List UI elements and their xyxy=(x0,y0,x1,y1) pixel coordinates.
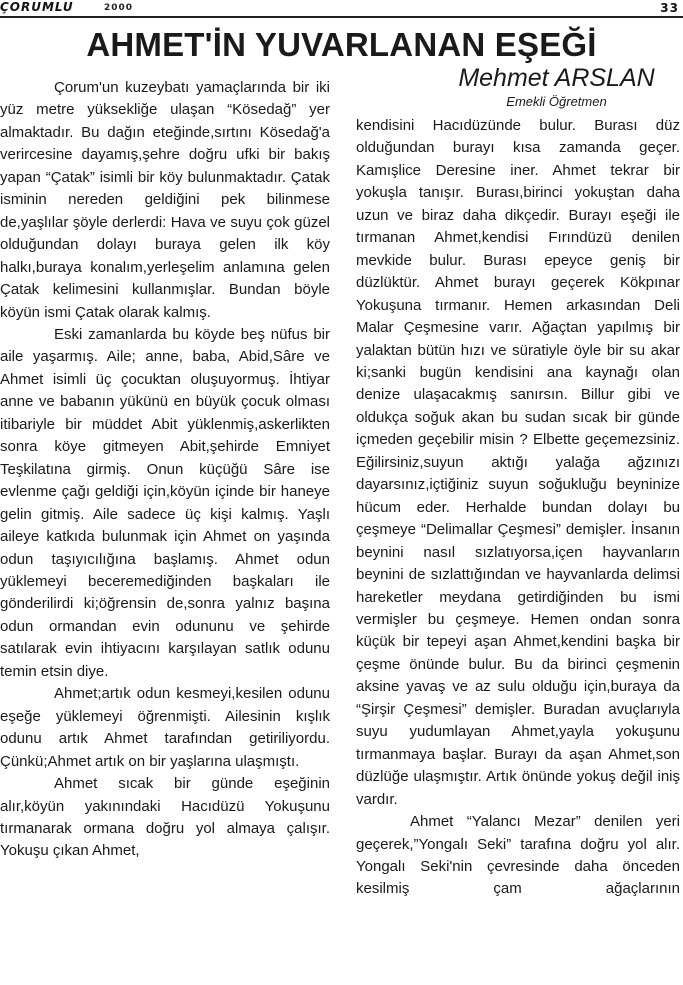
paragraph: Eski zamanlarda bu köyde beş nüfus bir aile yaşarmış. Aile; anne, baba, Abid,Sâre ve Ahmet isimli üç çocuktan oluşuyormuş. İhtiyar anne ve babanın yükünü en büyük çocuk olması itibariyle bir müddet Abit yüklenmiş,askerlikten sonra köye gitmeyen Abit,şehirde Emniyet Teşkilatına girmiş. Onun küçüğü Sâre ise evlenme çağı geldiği için,köyün içinde bir haneye gelin gitmiş. Aile sadece üç kişi kalmış. Yaşlı aileye katkıda bulunmak için Ahmet on yaşında odun taşıyıcılığına başlamış. Ahmet odun yüklemeyi beceremediğinden başkaları ile gönderilirdi ki;öğrensin de,sonra yalnız başına odun ormandan evin odununu ve şehirde satılarak evin ihtiyacını karşılayan satlık odunu temin etsin diye. xyxy=(0,325,330,680)
paragraph: Ahmet sıcak bir günde eşeğinin alır,köyün yakınındaki Hacıdüzü Yokuşunu tırmanarak ormana doğru yol almaya çalışır. Yokuşu çıkan Ahmet, xyxy=(0,775,330,860)
paragraph: Ahmet;artık odun kesmeyi,kesilen odunu eşeğe yüklemeyi öğrenmişti. Ailesinin kışlık odunu artık Ahmet tarafından getiriliyordu. Çünkü;Ahmet artık on bir yaşlarına ulaşmıştı. xyxy=(0,685,330,770)
issue-year: 2000 xyxy=(104,3,134,13)
article-title: AHMET'İN YUVARLANAN EŞEĞİ xyxy=(86,26,597,63)
paragraph: kendisini Hacıdüzünde bulur. Burası düz olduğundan burayı kısa zamanda geçer. Kamışlice Deresine iner. Ahmet tekrar bir yokuşla tanışır. Burası,birinci yokuştan daha uzun ve biraz daha dikçedir. Burayı eşeği ile tırmanan Ahmet,kendisi Fırındüzü denilen mevkide bulur. Burası epeyce geniş bir düzlüktür. Ahmet burayı geçerek Kökpınar Yokuşuna tırmanır. Hemen arkasından Deli Malar Çeşmesine varır. Ağaçtan yapılmış bir yalaktan bütün hızı ve süratiyle öyle bir su akar ki;sanki bugün kendisini ana kaynağı olan denize ulaşacakmış sanırsın. Billur gibi ve oldukça soğuk akan bu sudan sıcak bir günde içmeden geçebilir misin ? Elbette geçemezsiniz. Eğilirsiniz,suyun aktığı yalağa ağzınızı dayarsınız,içtiğiniz suyun soğukluğu beyninize hücum eder. Herhalde bundan dolayı bu çeşmeye “Delimallar Çeşmesi” demişler. İnsanın beynini nasıl sızlatıyorsa,içen hayvanların beynini de sızlattığından ve hayvanlarda delimsi hareketler meydana getirdiğinden bu ismi vermişler bu çeşmeye. Hemen ondan sonra küçük bir tepeyi aşan Ahmet,kendini başka bir çeşme önünde bulur. Bu da birinci çeşmenin aksine yavaş ve az sulu olduğu için,buraya da “Şirşir Çeşmesi” demişler. Buradan avuçlarıyla suyu yudumlayan Ahmet,yayla yokuşunu tırmanmaya başlar. Burayı da aşan Ahmet,son düzlüğe ulaşmıştır. Artık önünde yokuş değil iniş vardır. xyxy=(356,117,680,808)
magazine-logo: ÇORUMLU xyxy=(0,0,74,14)
page-header xyxy=(0,0,683,20)
author-role: Emekli Öğretmen xyxy=(506,94,607,109)
paragraph: Çorum'un kuzeybatı yamaçlarında bir iki yüz metre yüksekliğe ulaşan “Kösedağ” yer almaktadır. Bu dağın eteğinde,sırtını Kösedağ'a verircesine dayamış,şehre doğru ufki bir bakış yapan “Çatak” isimli bir köy bulunmaktadır. Çatak isminin nereden geldiğini pek bilinmese de,yaşlılar şöyle derlerdi: Hava ve suyu çok güzel olduğundan dolayı buraya gelen ilk köy halkı,buraya konalım,yerleşelim anlamına gelen Çatak kelimesini kullanmışlar. Bundan böyle köyün ismi Çatak olarak kalmış. xyxy=(0,79,330,321)
paragraph: Ahmet “Yalancı Mezar” denilen yeri geçerek,”Yongalı Seki” tarafına doğru yol alır. Yongalı Seki'nin çevresinde daha önceden kesilmiş çam ağaçlarının xyxy=(356,813,680,898)
page-number: 33 xyxy=(660,1,679,15)
author-name: Mehmet ARSLAN xyxy=(458,64,655,92)
right-column xyxy=(356,115,680,901)
header-rule xyxy=(0,16,683,18)
left-column xyxy=(0,77,330,863)
